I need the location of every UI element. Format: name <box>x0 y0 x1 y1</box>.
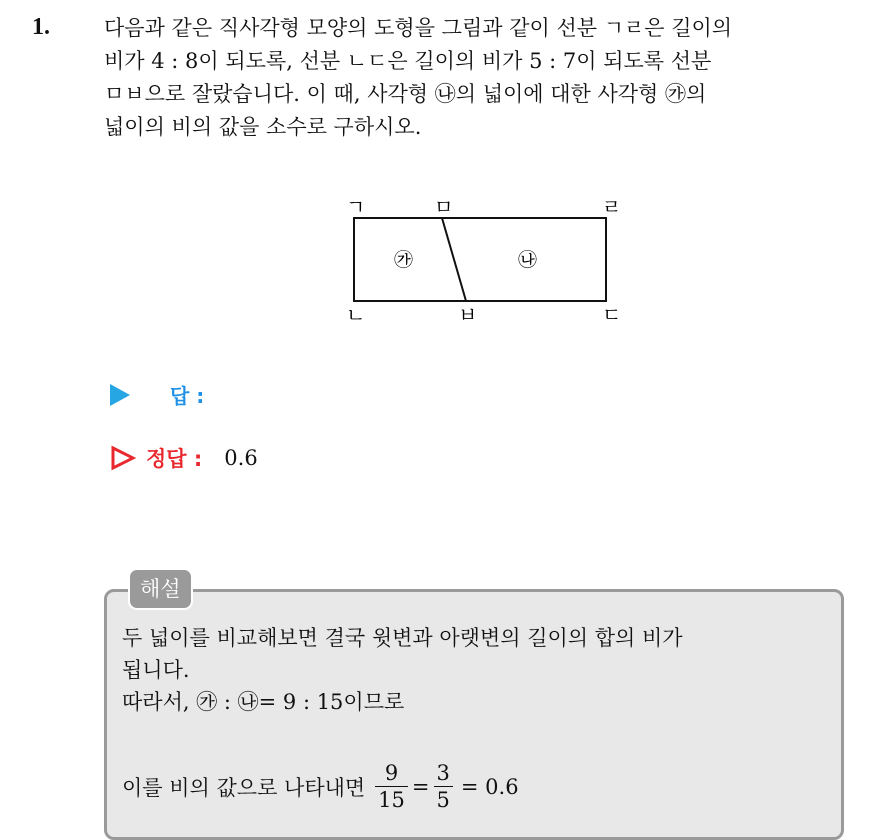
outline-triangle-icon <box>110 445 136 471</box>
fraction-denominator: 15 <box>375 786 408 813</box>
question-line: ㅁㅂ으로 잘랐습니다. 이 때, 사각형 ㉯의 넓이에 대한 사각형 ㉮의 <box>104 82 707 106</box>
figure-svg <box>340 192 630 327</box>
answer-row <box>110 380 204 409</box>
fraction-numerator: 3 <box>436 761 450 785</box>
fraction-three-fifths <box>434 760 453 813</box>
solution-line: 됩니다. <box>122 658 190 682</box>
solution-text <box>122 622 832 718</box>
equation-result: = 0.6 <box>460 774 519 799</box>
question-line: 비가 4 : 8이 되도록, 선분 ㄴㄷ은 길이의 비가 5 : 7이 되도록 선분 <box>104 49 712 73</box>
question-number: 1. <box>32 14 50 40</box>
correct-answer-label: 정답 : <box>146 447 203 471</box>
label-rieul: ㄹ <box>602 195 622 219</box>
label-mieum: ㅁ <box>434 195 454 219</box>
cut-segment <box>442 218 466 301</box>
correct-answer-value: 0.6 <box>224 446 258 470</box>
fraction-numerator: 9 <box>384 761 399 785</box>
fraction-denominator: 5 <box>434 786 453 813</box>
play-triangle-icon <box>110 384 130 406</box>
answer-label: 답 : <box>170 384 205 408</box>
solution-line: 따라서, ㉮ : ㉯= 9 : 15이므로 <box>122 690 405 714</box>
region-na-label: ㉯ <box>518 249 538 271</box>
label-digeut: ㄷ <box>602 303 622 327</box>
question-text <box>104 12 874 144</box>
solution-equation <box>122 760 519 813</box>
equation-prefix: 이를 비의 값으로 나타내면 <box>122 775 366 800</box>
region-ga-label: ㉮ <box>394 249 414 271</box>
correct-answer-row <box>110 443 258 473</box>
label-bieup: ㅂ <box>458 303 478 327</box>
solution-line: 두 넓이를 비교해보면 결국 윗변과 아랫변의 길이의 합의 비가 <box>122 626 683 650</box>
label-nieun: ㄴ <box>346 303 366 327</box>
rectangle-figure <box>340 192 630 327</box>
solution-tab: 해설 <box>128 568 193 610</box>
rectangle-outline <box>354 218 606 301</box>
question-line: 다음과 같은 직사각형 모양의 도형을 그림과 같이 선분 ㄱㄹ은 길이의 <box>104 16 733 40</box>
label-giyeok: ㄱ <box>346 195 366 219</box>
equals-sign: = <box>411 774 430 799</box>
fraction-nine-fifteen <box>375 760 408 813</box>
question-line: 넓이의 비의 값을 소수로 구하시오. <box>104 115 422 139</box>
